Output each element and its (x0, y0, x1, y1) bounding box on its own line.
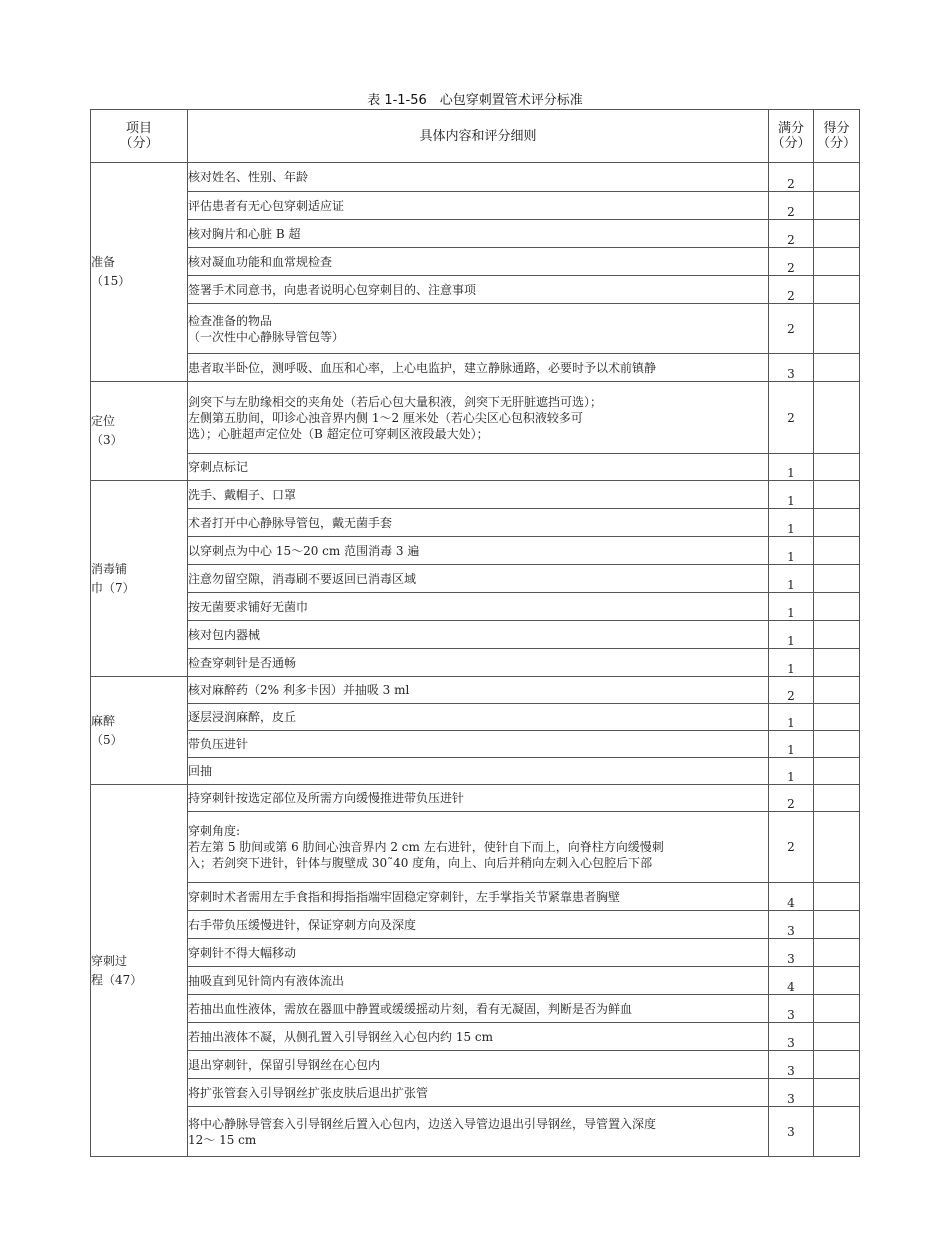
full-score: 3 (769, 911, 814, 939)
criterion-text: 将扩张管套入引导钢丝扩张皮肤后退出扩张管 (188, 1079, 769, 1107)
criterion-text: 带负压进针 (188, 731, 769, 758)
obtained-score-cell[interactable] (814, 939, 860, 967)
obtained-score-cell[interactable] (814, 812, 860, 883)
criterion-text: 术者打开中心静脉导管包，戴无菌手套 (188, 509, 769, 537)
obtained-score-cell[interactable] (814, 565, 860, 593)
obtained-score-cell[interactable] (814, 354, 860, 382)
obtained-score-cell[interactable] (814, 192, 860, 220)
full-score: 2 (769, 304, 814, 354)
full-score: 2 (769, 276, 814, 304)
criterion-text: 检查穿刺针是否通畅 (188, 649, 769, 677)
obtained-score-cell[interactable] (814, 1051, 860, 1079)
obtained-score-cell[interactable] (814, 911, 860, 939)
criterion-text: 将中心静脉导管套入引导钢丝后置入心包内，边送入导管边退出引导钢丝，导管置入深度 12～ 15 cm (188, 1107, 769, 1157)
section-name: 麻醉 （5） (91, 677, 188, 785)
obtained-score-cell[interactable] (814, 304, 860, 354)
full-score: 3 (769, 354, 814, 382)
table-row (91, 354, 860, 382)
full-score: 3 (769, 1079, 814, 1107)
obtained-score-cell[interactable] (814, 995, 860, 1023)
obtained-score-cell[interactable] (814, 677, 860, 704)
table-row (91, 537, 860, 565)
full-score: 1 (769, 621, 814, 649)
criterion-text: 若抽出血性液体，需放在器皿中静置或缓缓摇动片刻，看有无凝固，判断是否为鲜血 (188, 995, 769, 1023)
obtained-score-cell[interactable] (814, 593, 860, 621)
table-row (91, 454, 860, 481)
obtained-score-cell[interactable] (814, 248, 860, 276)
header-obtained-score: 得分 （分） (814, 110, 860, 163)
obtained-score-cell[interactable] (814, 481, 860, 509)
obtained-score-cell[interactable] (814, 621, 860, 649)
criterion-text: 回抽 (188, 758, 769, 785)
table-row (91, 812, 860, 883)
criterion-text: 右手带负压缓慢进针，保证穿刺方向及深度 (188, 911, 769, 939)
criterion-text: 核对姓名、性别、年龄 (188, 163, 769, 192)
full-score: 1 (769, 731, 814, 758)
full-score: 3 (769, 995, 814, 1023)
criterion-text: 检查准备的物品 （一次性中心静脉导管包等） (188, 304, 769, 354)
obtained-score-cell[interactable] (814, 382, 860, 454)
table-row (91, 509, 860, 537)
criterion-text: 核对麻醉药（2% 利多卡因）并抽吸 3 ml (188, 677, 769, 704)
full-score: 2 (769, 812, 814, 883)
obtained-score-cell[interactable] (814, 967, 860, 995)
table-row (91, 593, 860, 621)
table-row (91, 758, 860, 785)
criterion-text: 核对凝血功能和血常规检查 (188, 248, 769, 276)
criterion-text: 核对包内器械 (188, 621, 769, 649)
table-row (91, 785, 860, 812)
full-score: 2 (769, 192, 814, 220)
criterion-text: 穿刺点标记 (188, 454, 769, 481)
obtained-score-cell[interactable] (814, 163, 860, 192)
criterion-text: 患者取半卧位，测呼吸、血压和心率，上心电监护，建立静脉通路，必要时予以术前镇静 (188, 354, 769, 382)
table-row (91, 1023, 860, 1051)
full-score: 3 (769, 1107, 814, 1157)
criterion-text: 退出穿刺针，保留引导钢丝在心包内 (188, 1051, 769, 1079)
criterion-text: 剑突下与左肋缘相交的夹角处（若后心包大量积液，剑突下无肝脏遮挡可选）； 左侧第五肋间，叩诊心浊音界内侧 1～2 厘米处（若心尖区心包积液较多可 选）；心脏超声定位处（B 超定位可穿刺区液段最大处）； (188, 382, 769, 454)
section-name: 消毒铺 巾（7） (91, 481, 188, 677)
table-row (91, 677, 860, 704)
full-score: 2 (769, 248, 814, 276)
table-row (91, 995, 860, 1023)
obtained-score-cell[interactable] (814, 758, 860, 785)
table-body (91, 163, 860, 1157)
obtained-score-cell[interactable] (814, 731, 860, 758)
full-score: 3 (769, 1023, 814, 1051)
table-row (91, 192, 860, 220)
full-score: 1 (769, 537, 814, 565)
header-full-score: 满分 （分） (769, 110, 814, 163)
full-score: 1 (769, 593, 814, 621)
full-score: 1 (769, 509, 814, 537)
criterion-text: 逐层浸润麻醉，皮丘 (188, 704, 769, 731)
full-score: 3 (769, 939, 814, 967)
criterion-text: 抽吸直到见针筒内有液体流出 (188, 967, 769, 995)
table-row (91, 1051, 860, 1079)
table-row (91, 939, 860, 967)
criterion-text: 按无菌要求铺好无菌巾 (188, 593, 769, 621)
criterion-text: 穿刺时术者需用左手食指和拇指指端牢固稳定穿刺针，左手掌指关节紧靠患者胸壁 (188, 883, 769, 911)
criterion-text: 穿刺针不得大幅移动 (188, 939, 769, 967)
table-row (91, 163, 860, 192)
obtained-score-cell[interactable] (814, 454, 860, 481)
table-row (91, 621, 860, 649)
table-row (91, 649, 860, 677)
table-row (91, 248, 860, 276)
table-row (91, 883, 860, 911)
obtained-score-cell[interactable] (814, 509, 860, 537)
criterion-text: 注意勿留空隙，消毒刷不要返回已消毒区域 (188, 565, 769, 593)
criterion-text: 穿刺角度: 若左第 5 肋间或第 6 肋间心浊音界内 2 cm 左右进针，使针自下而上，向脊柱方向缓慢刺 入；若剑突下进针，针体与腹壁成 30˜40 度角，向上、向后并稍向左刺入心包腔后下部 (188, 812, 769, 883)
obtained-score-cell[interactable] (814, 1023, 860, 1051)
full-score: 4 (769, 883, 814, 911)
criterion-text: 若抽出液体不凝，从侧孔置入引导钢丝入心包内约 15 cm (188, 1023, 769, 1051)
table-row (91, 382, 860, 454)
obtained-score-cell[interactable] (814, 1107, 860, 1157)
obtained-score-cell[interactable] (814, 220, 860, 248)
table-row (91, 911, 860, 939)
full-score: 3 (769, 1051, 814, 1079)
criterion-text: 持穿刺针按选定部位及所需方向缓慢推进带负压进针 (188, 785, 769, 812)
obtained-score-cell[interactable] (814, 1079, 860, 1107)
full-score: 2 (769, 163, 814, 192)
table-row (91, 967, 860, 995)
table-row (91, 1107, 860, 1157)
table-row (91, 304, 860, 354)
obtained-score-cell[interactable] (814, 276, 860, 304)
full-score: 2 (769, 677, 814, 704)
table-row (91, 565, 860, 593)
criterion-text: 签署手术同意书，向患者说明心包穿刺目的、注意事项 (188, 276, 769, 304)
table-row (91, 731, 860, 758)
full-score: 2 (769, 220, 814, 248)
section-name: 准备 （15） (91, 163, 188, 382)
obtained-score-cell[interactable] (814, 537, 860, 565)
header-item: 项目 （分） (91, 110, 188, 163)
full-score: 1 (769, 758, 814, 785)
full-score: 1 (769, 565, 814, 593)
header-row (91, 110, 860, 163)
full-score: 2 (769, 382, 814, 454)
criterion-text: 洗手、戴帽子、口罩 (188, 481, 769, 509)
full-score: 4 (769, 967, 814, 995)
scoring-table (90, 109, 860, 1157)
header-content: 具体内容和评分细则 (188, 110, 769, 163)
section-name: 定位 （3） (91, 382, 188, 481)
table-row (91, 704, 860, 731)
table-row (91, 276, 860, 304)
full-score: 1 (769, 649, 814, 677)
obtained-score-cell[interactable] (814, 704, 860, 731)
criterion-text: 核对胸片和心脏 B 超 (188, 220, 769, 248)
table-row (91, 220, 860, 248)
full-score: 1 (769, 481, 814, 509)
full-score: 1 (769, 704, 814, 731)
obtained-score-cell[interactable] (814, 649, 860, 677)
obtained-score-cell[interactable] (814, 883, 860, 911)
criterion-text: 以穿刺点为中心 15～20 cm 范围消毒 3 遍 (188, 537, 769, 565)
full-score: 2 (769, 785, 814, 812)
full-score: 1 (769, 454, 814, 481)
table-row (91, 1079, 860, 1107)
section-name: 穿刺过 程（47） (91, 785, 188, 1157)
criterion-text: 评估患者有无心包穿刺适应证 (188, 192, 769, 220)
table-title: 表 1-1-56 心包穿刺置管术评分标准 (367, 93, 583, 108)
table-row (91, 481, 860, 509)
obtained-score-cell[interactable] (814, 785, 860, 812)
